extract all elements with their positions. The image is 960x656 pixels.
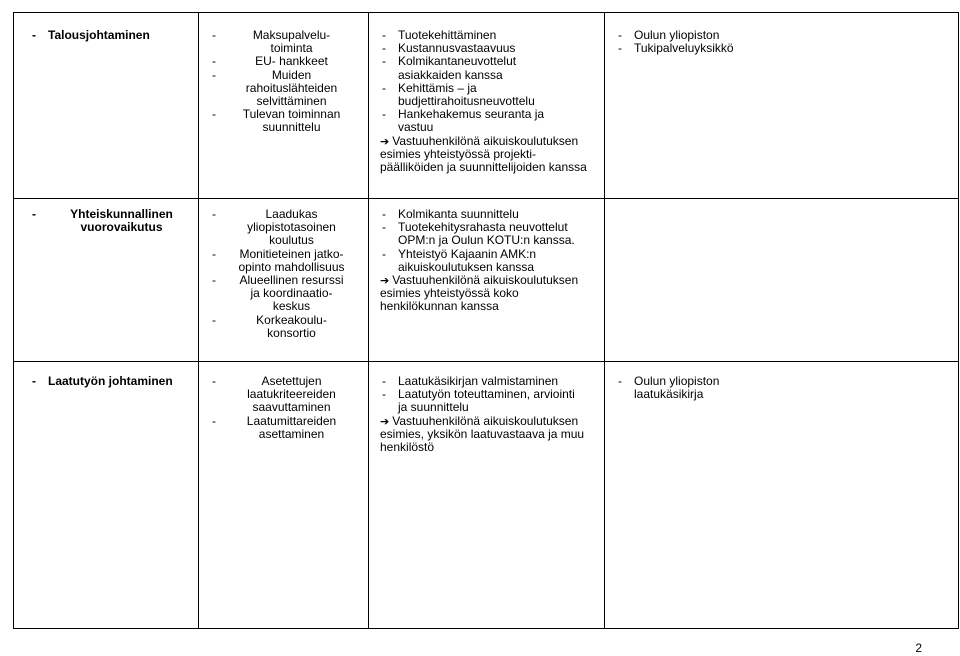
area-cell: - Talousjohtaminen [32, 28, 150, 42]
area-title: Yhteiskunnallinen vuorovaikutus [70, 207, 173, 235]
arrow-right-icon: ➔ [380, 274, 390, 288]
list-item [210, 208, 355, 248]
list-item [210, 108, 355, 134]
bullet-dash: - [382, 28, 386, 42]
list-item [380, 55, 602, 81]
list-item-text: Laatumittareiden asettaminen [246, 413, 337, 441]
list-item-text: Laadukas yliopistotasoinen koulutus [247, 207, 336, 248]
bullet-dash: - [382, 387, 386, 402]
bullet-dash: - [212, 246, 216, 261]
responsibilities-cell [380, 208, 602, 314]
list-item-text: Tukipalveluyksikkö [634, 41, 734, 56]
list-item-text: EU- hankkeet [255, 54, 328, 69]
responsibility-list [380, 208, 602, 274]
arrow-note-text: Vastuuhenkilönä aikuiskoulutuksen esimies, yksikön laatuvastaava ja muu henkilöstö [380, 413, 585, 455]
area-cell: - Yhteiskunnallinen vuorovaikutus [32, 207, 173, 235]
cooperation-cell [616, 29, 946, 55]
list-item-text: Tulevan toiminnan suunnittelu [242, 107, 341, 135]
arrow-note [380, 274, 602, 314]
list-item-text: Tuotekehittäminen [398, 28, 497, 42]
list-item [210, 314, 355, 340]
arrow-right-icon: ➔ [380, 134, 390, 148]
responsibility-table [13, 12, 959, 629]
area-cell: - Laatutyön johtaminen [32, 374, 173, 388]
bullet-dash: - [212, 374, 216, 388]
bullet-dash: - [382, 220, 386, 235]
area-title: Laatutyön johtaminen [48, 374, 173, 388]
arrow-note [380, 135, 602, 175]
list-item [380, 388, 602, 414]
list-item-text: Monitieteinen jatko- opinto mahdollisuus [238, 246, 345, 274]
bullet-dash: - [382, 374, 386, 388]
list-item-text: Oulun yliopiston laatukäsikirja [634, 374, 720, 402]
list-item [380, 248, 602, 274]
list-item-text: Muiden rahoituslähteiden selvittäminen [245, 67, 338, 109]
bullet-dash: - [618, 374, 622, 388]
list-item-text: Maksupalvelu- toiminta [252, 28, 331, 56]
bullet-dash: - [212, 413, 216, 428]
row-divider [14, 198, 958, 199]
bullet-dash: - [212, 67, 216, 82]
arrow-right-icon: ➔ [380, 414, 390, 428]
list-item-text: Tuotekehitysrahasta neuvottelut OPM:n ja Oulun KOTU:n kanssa. [398, 220, 575, 248]
list-item-text: Asetettujen laatukriteereiden saavuttaminen [247, 374, 336, 415]
tools-cell [210, 29, 355, 135]
bullet-dash: - [382, 80, 386, 95]
list-item [616, 375, 946, 401]
list-item [210, 29, 355, 55]
bullet-dash: - [618, 28, 622, 42]
arrow-note [380, 415, 602, 455]
area-title: Talousjohtaminen [48, 28, 150, 42]
list-item-text: Kustannusvastaavuus [398, 41, 516, 56]
list-item-text: Korkeakoulu- konsortio [256, 312, 327, 340]
list-item [210, 248, 355, 274]
list-item-text: Yhteistyö Kajaanin AMK:n aikuiskoulutuksen kanssa [398, 246, 537, 274]
responsibility-list [380, 29, 602, 135]
bullet-dash: - [382, 107, 386, 122]
column-divider [604, 13, 605, 628]
list-item [380, 221, 602, 247]
list-item [210, 55, 355, 68]
responsibilities-cell [380, 375, 602, 454]
list-item-text: Laatukäsikirjan valmistaminen [398, 374, 559, 388]
list-item-text: Kehittämis – ja budjettirahoitusneuvottelu [398, 80, 535, 109]
responsibility-list [380, 375, 602, 415]
column-divider [198, 13, 199, 628]
arrow-note-text: Vastuuhenkilönä aikuiskoulutuksen esimies yhteistyössä projekti- päälliköiden ja suunnittelijoiden kanssa [380, 133, 587, 175]
list-item [616, 42, 946, 55]
bullet-dash: - [212, 273, 216, 288]
bullet-dash: - [212, 107, 216, 122]
tools-cell [210, 375, 355, 441]
list-item [210, 69, 355, 109]
tools-cell [210, 208, 355, 340]
bullet-dash: - [212, 207, 216, 221]
bullet-dash: - [212, 312, 216, 327]
list-item-text: Kolmikanta suunnittelu [398, 207, 519, 221]
page-number: 2 [915, 641, 922, 655]
cooperation-cell [616, 375, 946, 401]
list-item [210, 375, 355, 415]
list-item-text: Oulun yliopiston [634, 28, 720, 42]
list-item [210, 274, 355, 314]
list-item-text: Hankehakemus seuranta ja vastuu [398, 107, 545, 135]
list-item-text: Laatutyön toteuttaminen, arviointi ja suunnittelu [398, 387, 575, 415]
bullet-dash: - [618, 41, 622, 56]
row-divider [14, 361, 958, 362]
list-item-text: Alueellinen resurssi ja koordinaatio- keskus [239, 273, 344, 314]
bullet-dash: - [382, 54, 386, 69]
column-divider [368, 13, 369, 628]
list-item [210, 415, 355, 441]
bullet-dash: - [212, 28, 216, 42]
bullet-dash: - [382, 246, 386, 261]
list-item [380, 82, 602, 108]
list-item [380, 108, 602, 134]
bullet-dash: - [382, 207, 386, 221]
bullet-dash: - [382, 41, 386, 56]
responsibilities-cell [380, 29, 602, 174]
bullet-dash: - [212, 54, 216, 69]
list-item-text: Kolmikantaneuvottelut asiakkaiden kanssa [398, 54, 517, 82]
arrow-note-text: Vastuuhenkilönä aikuiskoulutuksen esimies yhteistyössä koko henkilökunnan kanssa [380, 273, 579, 314]
